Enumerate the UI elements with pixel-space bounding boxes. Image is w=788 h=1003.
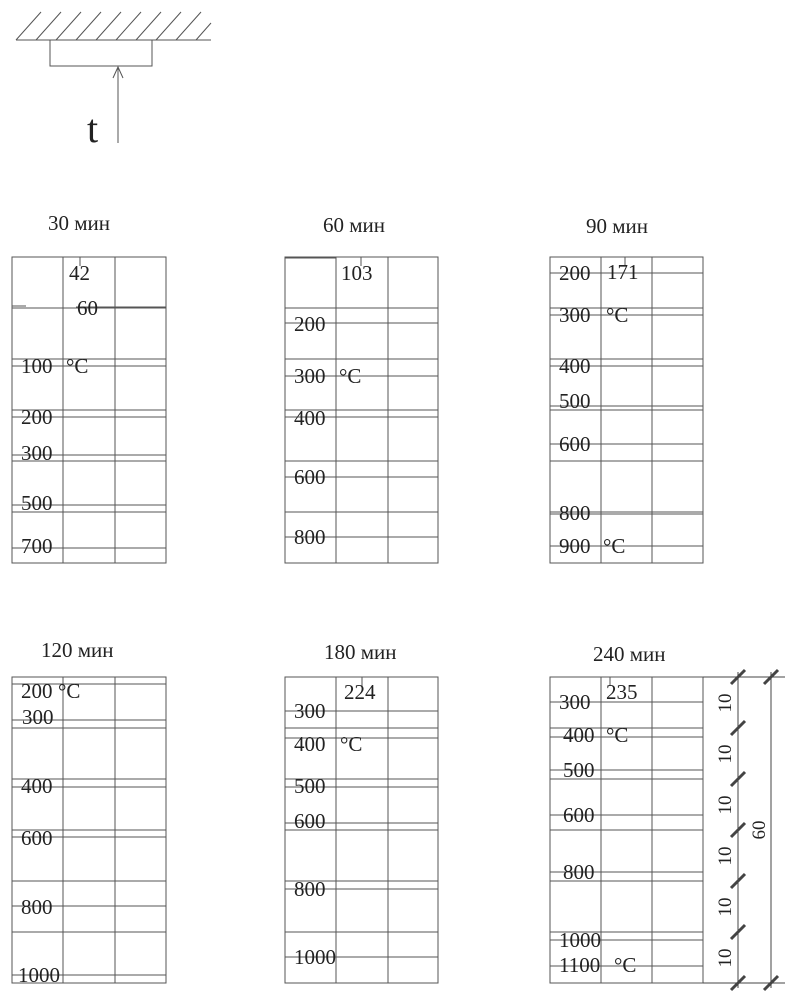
panel-180-min [285, 640, 438, 983]
temp-label: 60 [77, 296, 98, 320]
dimension-total-label: 60 [749, 820, 770, 840]
panel-120-min [12, 638, 166, 987]
temp-unit-label: °C [606, 723, 629, 747]
temp-unit-label: °C [66, 354, 89, 378]
temp-label: 900 [559, 534, 591, 558]
temp-label: 171 [607, 260, 639, 284]
temp-label: 600 [294, 465, 326, 489]
temp-label: 300 [294, 364, 326, 388]
temp-label: 103 [341, 261, 373, 285]
temp-label: 800 [559, 501, 591, 525]
temp-label: 400 [21, 774, 53, 798]
temp-label: 600 [563, 803, 595, 827]
panel-title: 60 мин [323, 213, 386, 237]
temp-label: 100 [21, 354, 53, 378]
temp-unit-label: °C [603, 534, 626, 558]
temp-label: 200 [21, 405, 53, 429]
temp-label: 700 [21, 534, 53, 558]
temp-unit-label: °C [58, 679, 81, 703]
temp-label: 600 [294, 809, 326, 833]
dimension-segment-label: 10 [715, 744, 736, 764]
dimension-lines [703, 670, 785, 990]
temp-label: 1000 [559, 928, 601, 952]
temp-unit-label: °C [606, 303, 629, 327]
temp-label: 224 [344, 680, 376, 704]
dimension-segment-label: 10 [715, 897, 736, 917]
dimension-segment-label: 10 [715, 795, 736, 815]
dimension-segment-label: 10 [715, 693, 736, 713]
dimension-segment-label: 10 [715, 948, 736, 968]
temp-label: 800 [21, 895, 53, 919]
temp-label: 400 [294, 732, 326, 756]
temp-label: 600 [21, 826, 53, 850]
temp-label: 200 [559, 261, 591, 285]
temp-label: 500 [559, 389, 591, 413]
panel-title: 180 мин [324, 640, 397, 664]
panel-30-min [12, 211, 166, 563]
temp-label: 300 [559, 690, 591, 714]
temp-unit-label: °C [340, 732, 363, 756]
temp-label: 200 [21, 679, 53, 703]
panel-60-min [285, 213, 438, 563]
panel-title: 120 мин [41, 638, 114, 662]
time-label: t [87, 106, 99, 151]
temp-label: 600 [559, 432, 591, 456]
slab-element [50, 40, 152, 66]
temp-label: 300 [22, 705, 54, 729]
temp-label: 800 [563, 860, 595, 884]
temp-label: 1000 [294, 945, 336, 969]
dimension-segment-label: 10 [715, 846, 736, 866]
temp-label: 400 [563, 723, 595, 747]
panel-title: 90 мин [586, 214, 649, 238]
temp-label: 800 [294, 525, 326, 549]
panel-title: 240 мин [593, 642, 666, 666]
temp-label: 235 [606, 680, 638, 704]
temp-label: 400 [294, 406, 326, 430]
temp-unit-label: °C [339, 364, 362, 388]
panel-title: 30 мин [48, 211, 111, 235]
temp-label: 300 [21, 441, 53, 465]
temp-label: 500 [563, 758, 595, 782]
temp-label: 1100 [559, 953, 601, 977]
temp-label: 500 [294, 774, 326, 798]
support-sketch [16, 12, 211, 143]
temp-unit-label: °C [614, 953, 637, 977]
temp-label: 500 [21, 491, 53, 515]
temp-label: 300 [559, 303, 591, 327]
temp-label: 400 [559, 354, 591, 378]
temp-label: 300 [294, 699, 326, 723]
temp-label: 42 [69, 261, 90, 285]
temp-label: 1000 [18, 963, 60, 987]
support-hatching [16, 12, 211, 40]
panel-240-min [550, 642, 703, 983]
temp-label: 800 [294, 877, 326, 901]
temp-label: 200 [294, 312, 326, 336]
panel-90-min [550, 214, 703, 563]
